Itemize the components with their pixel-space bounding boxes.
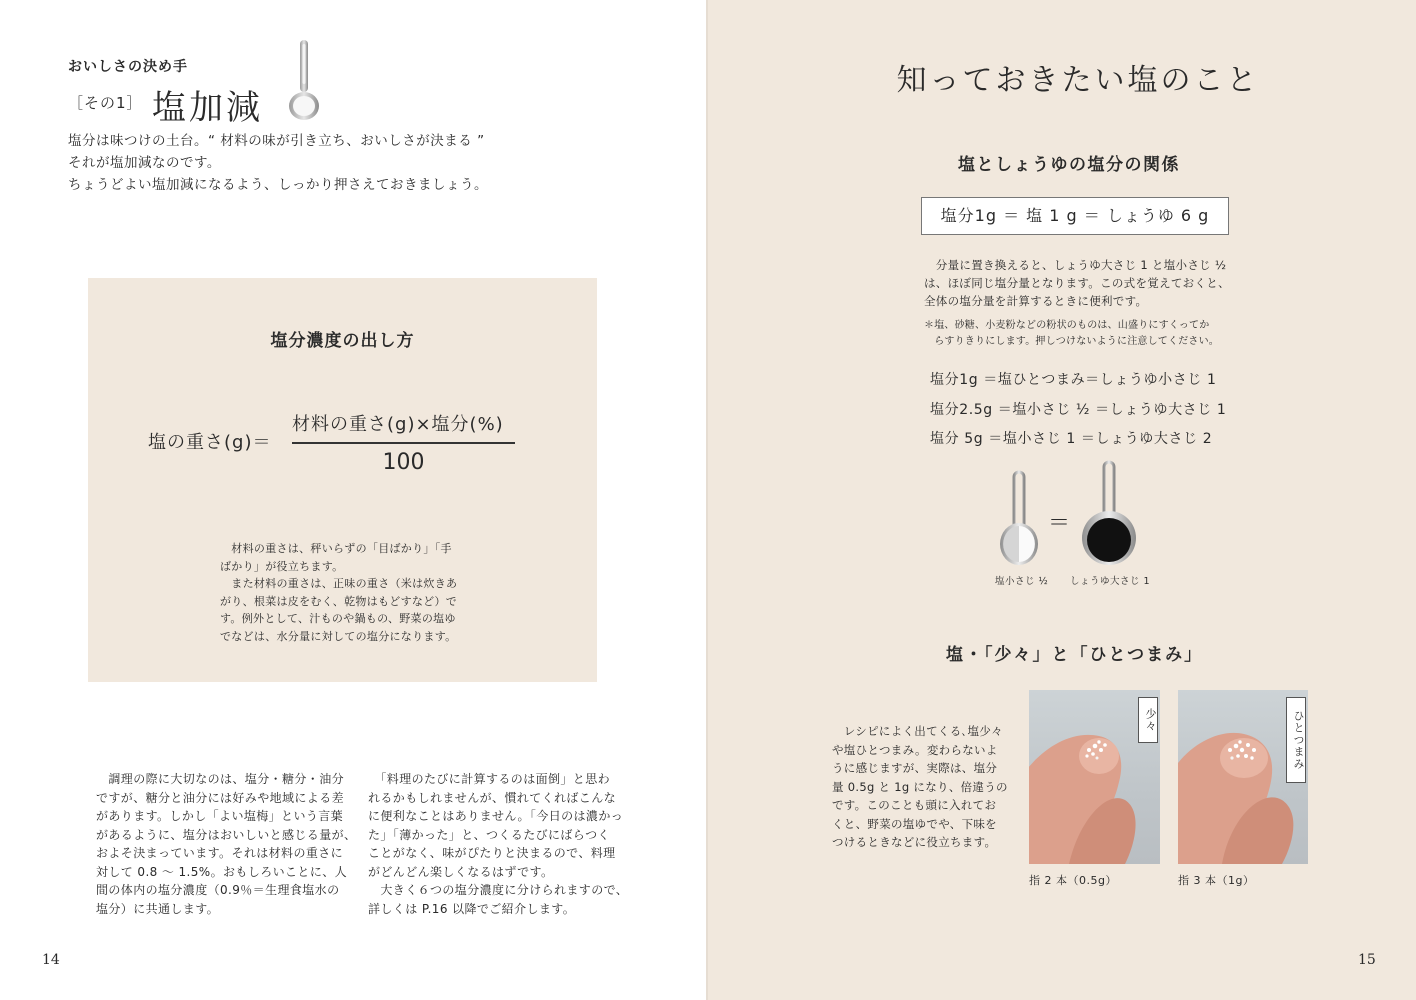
equivalence-item: 塩分1g ＝塩ひとつまみ＝しょうゆ小さじ 1 [930, 372, 1217, 388]
body-line: 対して 0.8 〜 1.5%。おもしろいことに、人 [96, 864, 348, 879]
label-shosho: 少々 [1138, 697, 1158, 743]
fraction-bar [292, 442, 515, 444]
note-line: がり、根菜は皮をむく、乾物はもどすなど）で [220, 594, 458, 608]
body-column-1 [96, 770, 356, 918]
body-line: ことがなく、味がぴたりと決まるので、料理 [368, 846, 616, 860]
salt-formula-box [88, 278, 597, 682]
body-line: 「料理のたびに計算するのは面倒」と思わ [368, 772, 611, 786]
intro-line: 塩分は味つけの土台。“ 材料の味が引き立ち、おいしさが決まる ” [68, 133, 485, 149]
para-line: 分量に置き換えると、しょうゆ大さじ 1 と塩小さじ ½ [924, 258, 1227, 272]
body-line: に便利なことはありません。「今日のは濃かっ [368, 809, 624, 823]
body-line: があるように、塩分はおいしいと感じる量が、 [96, 827, 357, 842]
body-line: た」「薄かった」と、つくるたびにばらつく [368, 827, 610, 842]
para-line: 全体の塩分量を計算するときに便利です。 [924, 294, 1148, 308]
salt-equation-box: 塩分1g ＝ 塩 1 g ＝ しょうゆ 6 g [921, 197, 1229, 235]
note-line: また材料の重さは、正味の重さ（米は炊きあ [220, 577, 458, 590]
para-line: つけるときなどに役立ちます。 [832, 835, 997, 849]
label-hitotsumami: ひとつまみ [1286, 697, 1306, 783]
photo-three-fingers [1178, 690, 1308, 864]
salt-paragraph [924, 256, 1230, 310]
subheading-pinch: 塩・「少々」と「ひとつまみ」 [946, 645, 1204, 665]
body-line: 大きく６つの塩分濃度に分けられますので、 [368, 883, 629, 897]
page-number-right: 15 [1358, 952, 1376, 968]
body-line: れるかもしれませんが、慣れてくればこんな [368, 790, 617, 805]
equal-sign: ＝ [1048, 511, 1071, 536]
body-line: 詳しくは P.16 以降でご紹介します。 [368, 901, 576, 916]
section-number: ［その1］ [68, 94, 143, 112]
footnote-line: らすりきりにします。押しつけないように注意してください。 [924, 335, 1219, 347]
spoon-caption-salt: 塩小さじ ½ [995, 576, 1049, 587]
note-line: ばかり」が役立ちます。 [220, 559, 344, 573]
para-line: 量 0.5g と 1g になり、倍違うの [832, 779, 1008, 794]
body-line: 塩分）に共通します。 [96, 901, 220, 916]
note-line: す。例外として、汁ものや鍋もの、野菜の塩ゆ [220, 612, 456, 625]
note-line: でなどは、水分量に対しての塩分になります。 [220, 629, 457, 643]
right-page [708, 0, 1416, 1000]
pinch-paragraph [832, 722, 1008, 852]
footnote-line: ＊塩、砂糖、小麦粉などの粉状のものは、山盛りにすくってか [924, 320, 1210, 331]
para-line: レシピによく出てくる､塩少々 [832, 724, 1003, 738]
right-page-title: 知っておきたい塩のこと [896, 63, 1260, 98]
body-line: がどんどん楽しくなるはずです。 [368, 864, 554, 879]
subheading-salt-soy: 塩としょうゆの塩分の関係 [958, 155, 1180, 175]
formula-denominator: 100 [382, 450, 425, 475]
formula-heading: 塩分濃度の出し方 [270, 331, 415, 351]
formula-numerator: 材料の重さ(g)×塩分(%) [292, 414, 504, 435]
para-line: うに感じますが、実際は、塩分 [832, 761, 998, 775]
body-line: 調理の際に大切なのは、塩分・糖分・油分 [96, 772, 345, 786]
intro-line: それが塩加減なのです。 [68, 155, 221, 171]
formula-note [220, 540, 470, 645]
page-number-left: 14 [42, 952, 60, 968]
body-line: ですが、糖分と油分には好みや地域による差 [96, 790, 345, 805]
intro-text [68, 130, 488, 196]
equivalence-item: 塩分 5g ＝塩小さじ 1 ＝しょうゆ大さじ 2 [930, 431, 1213, 447]
formula-lhs: 塩の重さ(g)＝ [148, 432, 272, 453]
para-line: くと、野菜の塩ゆでや、下味を [832, 816, 997, 831]
page-title: 塩加減 [152, 88, 263, 128]
para-line: や塩ひとつまみ。変わらないよ [832, 742, 998, 757]
body-line: があります。しかし「よい塩梅」という言葉 [96, 809, 344, 823]
spoon-caption-soy: しょうゆ大さじ 1 [1070, 576, 1151, 587]
photo-two-fingers [1029, 690, 1160, 864]
equivalence-list [930, 366, 1226, 455]
photo-caption-two-fingers: 指 2 本（0.5g） [1029, 874, 1117, 887]
footnote [924, 318, 1219, 349]
intro-line: ちょうどよい塩加減になるよう、しっかり押さえておきましょう。 [68, 177, 488, 193]
para-line: です。このことも頭に入れてお [832, 798, 997, 812]
body-line: およそ決まっています。それは材料の重さに [96, 846, 344, 860]
note-line: 材料の重さは、秤いらずの「目ばかり」「手 [220, 542, 452, 555]
soy-tablespoon-icon [1078, 460, 1140, 570]
salt-teaspoon-icon [994, 470, 1044, 570]
measuring-spoon-icon [284, 38, 328, 122]
kicker: おいしさの決め手 [68, 59, 188, 75]
equivalence-item: 塩分2.5g ＝塩小さじ ½ ＝しょうゆ大さじ 1 [930, 401, 1227, 418]
para-line: は、ほぼ同じ塩分量となります。この式を覚えておくと、 [924, 276, 1230, 290]
photo-caption-three-fingers: 指 3 本（1g） [1178, 874, 1255, 887]
body-column-2 [368, 770, 628, 918]
body-line: 間の体内の塩分濃度（0.9％＝生理食塩水の [96, 883, 340, 897]
